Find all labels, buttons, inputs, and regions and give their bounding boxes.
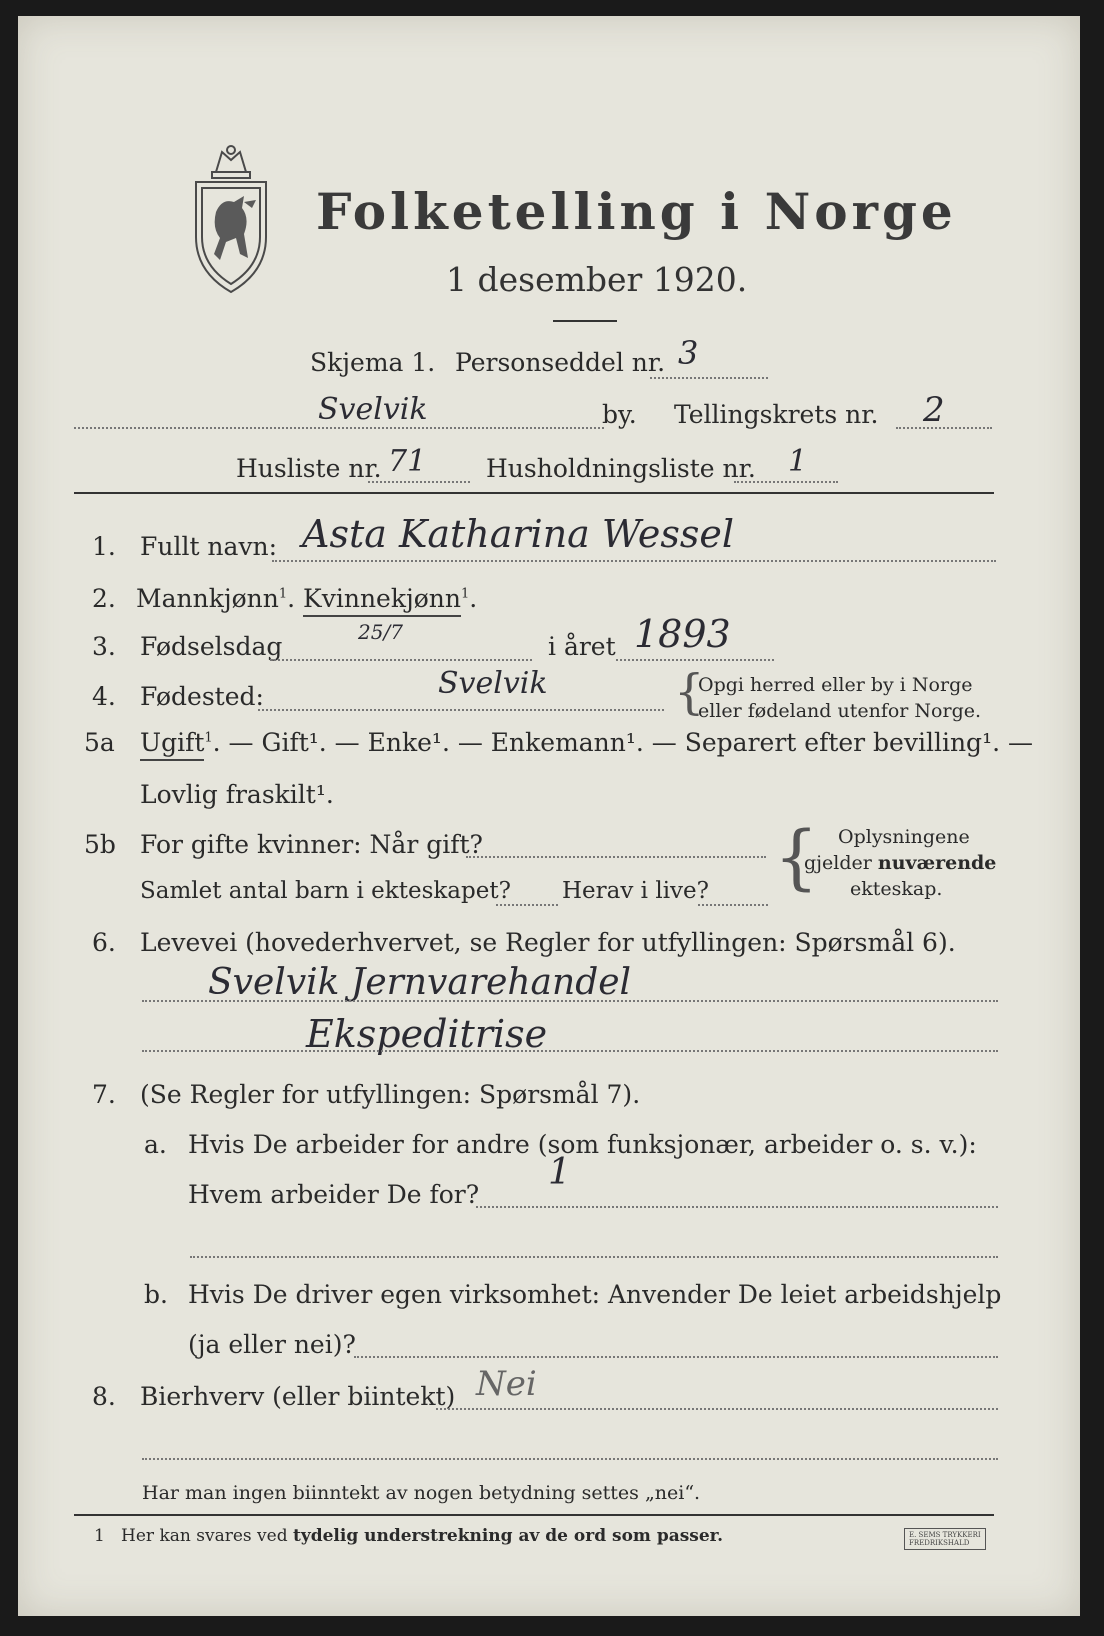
q4-label: Fødested: [140,682,264,711]
q3-label: Fødselsdag [140,632,283,661]
printer-stamp: E. SEMS TRYKKERI FREDRIKSHALD [904,1528,986,1550]
q4-note-line2: eller fødeland utenfor Norge. [698,700,982,722]
q4-note-line1: Opgi herred eller by i Norge [698,674,973,696]
husholdningsliste-value: 1 [788,444,808,479]
form-title: Folketelling i Norge [316,182,957,241]
q5b-note-brace: { [774,816,819,898]
personseddel-label: Personseddel nr. [455,348,666,377]
q7a-question: Hvem arbeider De for? [188,1180,480,1209]
husholdningsliste-label: Husholdningsliste nr. [486,454,756,483]
personseddel-field-line [650,377,768,379]
husholdningsliste-field-line [734,481,838,483]
q5b-note-line1: Oplysningene [838,826,970,848]
q7a-text: Hvis De arbeider for andre (som funksjonær, arbeider o. s. v.): [188,1130,977,1159]
tellingskrets-value: 2 [923,390,945,430]
title-divider [553,320,617,322]
side-income-value: Nei [476,1364,537,1404]
year-label: i året [548,632,616,661]
census-form-page [18,16,1080,1616]
q7b-text: Hvis De driver egen virksomhet: Anvender De leiet arbeidshjelp [188,1280,1002,1309]
q1-label: Fullt navn: [140,532,278,561]
children-field-line [496,904,558,906]
by-label: by. [602,400,637,429]
q5a-number: 5a [84,728,115,757]
q5b-label: For gifte kvinner: Når gift? [140,830,483,859]
birth-year-value: 1893 [634,612,731,656]
q5a-options: Ugift$^1$. — Gift¹. — Enke¹. — Enkemann¹. — Separert efter bevilling¹. — [140,728,1033,757]
by-field-line [74,427,604,429]
birthplace-field-line [258,709,664,711]
alive-label: Herav i live? [562,878,709,904]
q7b-letter: b. [144,1280,168,1309]
side-income-field-line2 [142,1458,998,1460]
ugift-option-underlined: Ugift [140,728,204,761]
employer-value: 1 [548,1152,571,1193]
q7b-question: (ja eller nei)? [188,1330,356,1359]
q8-label: Bierhverv (eller biintekt) [140,1382,456,1411]
birthday-value: 25/7 [358,620,403,644]
year-field-line [616,659,774,661]
personseddel-value: 3 [678,334,699,372]
married-date-field-line [466,856,766,858]
employer-field-line [476,1206,998,1208]
husliste-field-line [368,481,470,483]
husliste-value: 71 [388,444,427,479]
q1-number: 1. [92,532,116,561]
q7a-letter: a. [144,1130,167,1159]
side-income-field-line [436,1408,998,1410]
q5a-other-options: . — Gift¹. — Enke¹. — Enkemann¹. — Separert efter bevilling¹. — [212,728,1033,757]
q6-number: 6. [92,928,116,957]
q5b-number: 5b [84,830,116,859]
birthday-field-line [270,659,532,661]
norwegian-coat-of-arms-icon [188,142,274,294]
full-name-value: Asta Katharina Wessel [302,512,735,556]
q1-field-line [272,560,996,562]
q2-options: Mannkjønn$^1$. Kvinnekjønn$^1$. [136,584,477,613]
footnote: 1 Her kan svares ved tydelig understrekning av de ord som passer. [94,1526,723,1546]
skjema-label: Skjema 1. [310,348,436,377]
hired-help-field-line [354,1356,998,1358]
employer-field-line2 [190,1256,998,1258]
birthplace-value: Svelvik [438,666,548,701]
occupation-field-line2 [142,1050,998,1052]
q5b-note-line2: gjelder nuværende [804,852,997,874]
mannkjonn-option: Mannkjønn [136,584,279,613]
header-divider [74,492,994,494]
tellingskrets-label: Tellingskrets nr. [674,400,879,429]
q4-note-brace: { [674,664,705,720]
q5a-line2: Lovlig fraskilt¹. [140,780,334,809]
alive-field-line [698,904,768,906]
by-value: Svelvik [318,392,428,427]
kvinnekjonn-option-underlined: Kvinnekjønn [303,584,461,617]
q5b-note-line3: ekteskap. [850,878,943,900]
q8-number: 8. [92,1382,116,1411]
no-income-note: Har man ingen biinntekt av nogen betydning settes „nei“. [142,1482,701,1504]
footer-divider [74,1514,994,1516]
q2-number: 2. [92,584,116,613]
husliste-label: Husliste nr. [236,454,382,483]
q7-number: 7. [92,1080,116,1109]
q7-label: (Se Regler for utfyllingen: Spørsmål 7). [140,1080,641,1109]
q3-number: 3. [92,632,116,661]
children-label: Samlet antal barn i ekteskapet? [140,878,511,904]
occupation-field-line1 [142,1000,998,1002]
census-date: 1 desember 1920. [446,260,748,299]
occupation-value-line1: Svelvik Jernvarehandel [208,962,632,1003]
occupation-value-line2: Ekspeditrise [306,1012,548,1056]
q4-number: 4. [92,682,116,711]
q6-label: Levevei (hovederhvervet, se Regler for utfyllingen: Spørsmål 6). [140,928,956,957]
